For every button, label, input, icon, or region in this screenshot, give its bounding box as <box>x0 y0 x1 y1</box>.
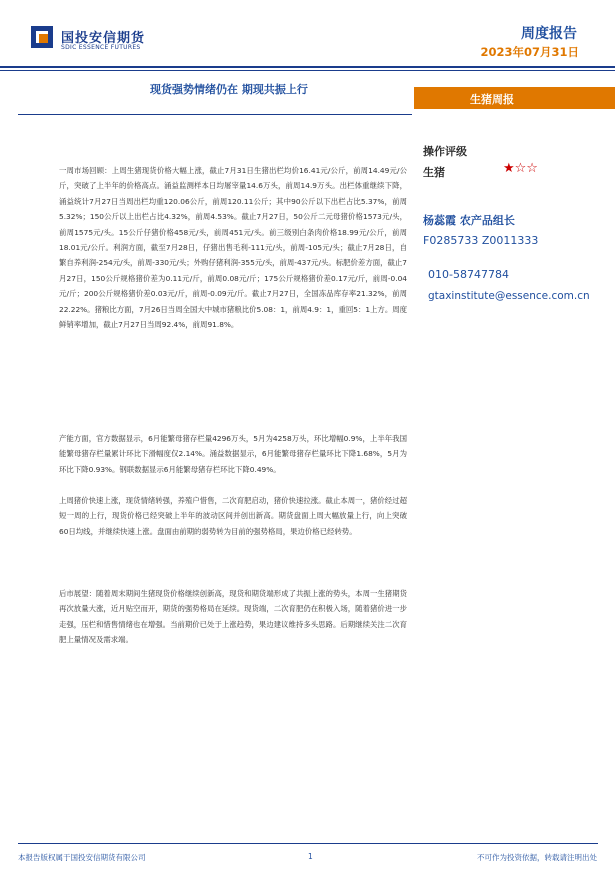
company-logo-icon <box>31 26 53 48</box>
disclaimer-notice: 不可作为投资依据，转载请注明出处 <box>477 853 597 862</box>
rating-heading: 操作评级 <box>423 145 467 158</box>
page-number: 1 <box>308 852 313 861</box>
category-banner <box>414 87 615 109</box>
copyright-notice: 本报告版权属于国投安信期货有限公司 <box>18 853 146 862</box>
paragraph-market-review: 一周市场回顾：上周生猪现货价格大幅上涨，截止7月31日生猪出栏均价16.41元/公斤，前周14.49元/公斤，突破了上半年的价格高点。涌益监测样本日均屠宰量14.6万头，前周14.9万头。出栏体重继续下降，涌益统计7月27日当周出栏均重120.06公斤，前周120.11公斤；其中90公斤以下出栏占比5.37%，前周5.32%；150公斤以上出栏占比4.32%，前周4.53%。截止7月27日，50公斤二元母猪价格1573元/头，前周1575元/头。15公斤仔猪价格458元/头，前周451元/头。前三级别白条肉价格18.99元/公斤，前周18.01元/公斤。利润方面，截至7月28日，仔猪出售毛利-111元/头，前周-105元/头；截止7月28日，自繁自养利润-254元/头，前周-330元/头；外购仔猪利润-355元/头，前周-437元/头。标肥价差方面，截止7月27日，150公斤规格猪价差为0.11元/斤，前周0.08元/斤；175公斤规格猪价差0.17元/斤，前周-0.04元/斤；200公斤规格猪价差0.03元/斤，前周-0.09元/斤。截止7月27日，全国冻品库存率21.32%，前周22.22%。猪粮比方面，7月26日当周全国大中城市猪粮比价5.08：1，前周4.9：1，重回5：1上方。周度鲜销率增加，截止7月27日当周92.4%，前周91.8%。 <box>59 166 407 330</box>
title-divider <box>18 114 412 115</box>
brand-name: 国投安信期货 <box>61 31 146 46</box>
paragraph-price-trend: 上周猪价快速上涨，现货情绪转强，养殖户惜售，二次育肥启动，猪价快速拉涨。截止本周一，猪价经过超短一周的上行，现货价格已经突破上半年的波动区间并创出新高。期货盘面上周大幅放量上行，向上突破60日均线，并继续快速上涨。盘面由前期的弱势转为目前的强势格局，果边价格已经转势。 <box>59 496 407 536</box>
rating-stars: ★☆☆ <box>503 161 538 176</box>
footer-divider <box>18 843 598 844</box>
brand-name-en: SDIC ESSENCE FUTURES <box>61 44 141 51</box>
report-type: 周度报告 <box>521 26 577 42</box>
contact-phone: 010-58747784 <box>428 268 509 281</box>
report-headline: 现货强势情绪仍在 期现共振上行 <box>150 83 308 96</box>
analyst-name: 杨蕊霞 农产品组长 <box>423 214 515 227</box>
category-tag: 生猪周报 <box>470 93 514 106</box>
analyst-license: F0285733 Z0011333 <box>423 234 539 247</box>
report-date: 2023年07月31日 <box>480 45 579 59</box>
header-divider-thin <box>0 70 615 71</box>
paragraph-outlook: 后市展望：随着周末期间生猪现货价格继续创新高，现货和期货端形成了共振上涨的势头，本周一生猪期货再次放量大涨，近月贴空而开，期货的强势格局在延续。现货端，二次育肥仍在积极入场，随着猪价进一步走强，压栏和惜售情绪也在增强。当前期价已处于上涨趋势，果边建议维持多头思路。后期继续关注二次育肥上量情况及需求端。 <box>59 589 407 645</box>
rating-item-label: 生猪 <box>423 166 445 179</box>
contact-email[interactable]: gtaxinstitute@essence.com.cn <box>428 290 590 302</box>
paragraph-capacity: 产能方面，官方数据显示，6月能繁母猪存栏量4296万头，5月为4258万头，环比增幅0.9%，上半年我国能繁母猪存栏量累计环比下滑幅度仅2.14%。涌益数据显示，6月能繁母猪存栏量环比下降1.68%，5月为环比下降0.93%。钢联数据显示6月能繁母猪存栏环比下降0.49%。 <box>59 434 407 474</box>
header-divider <box>0 66 615 68</box>
